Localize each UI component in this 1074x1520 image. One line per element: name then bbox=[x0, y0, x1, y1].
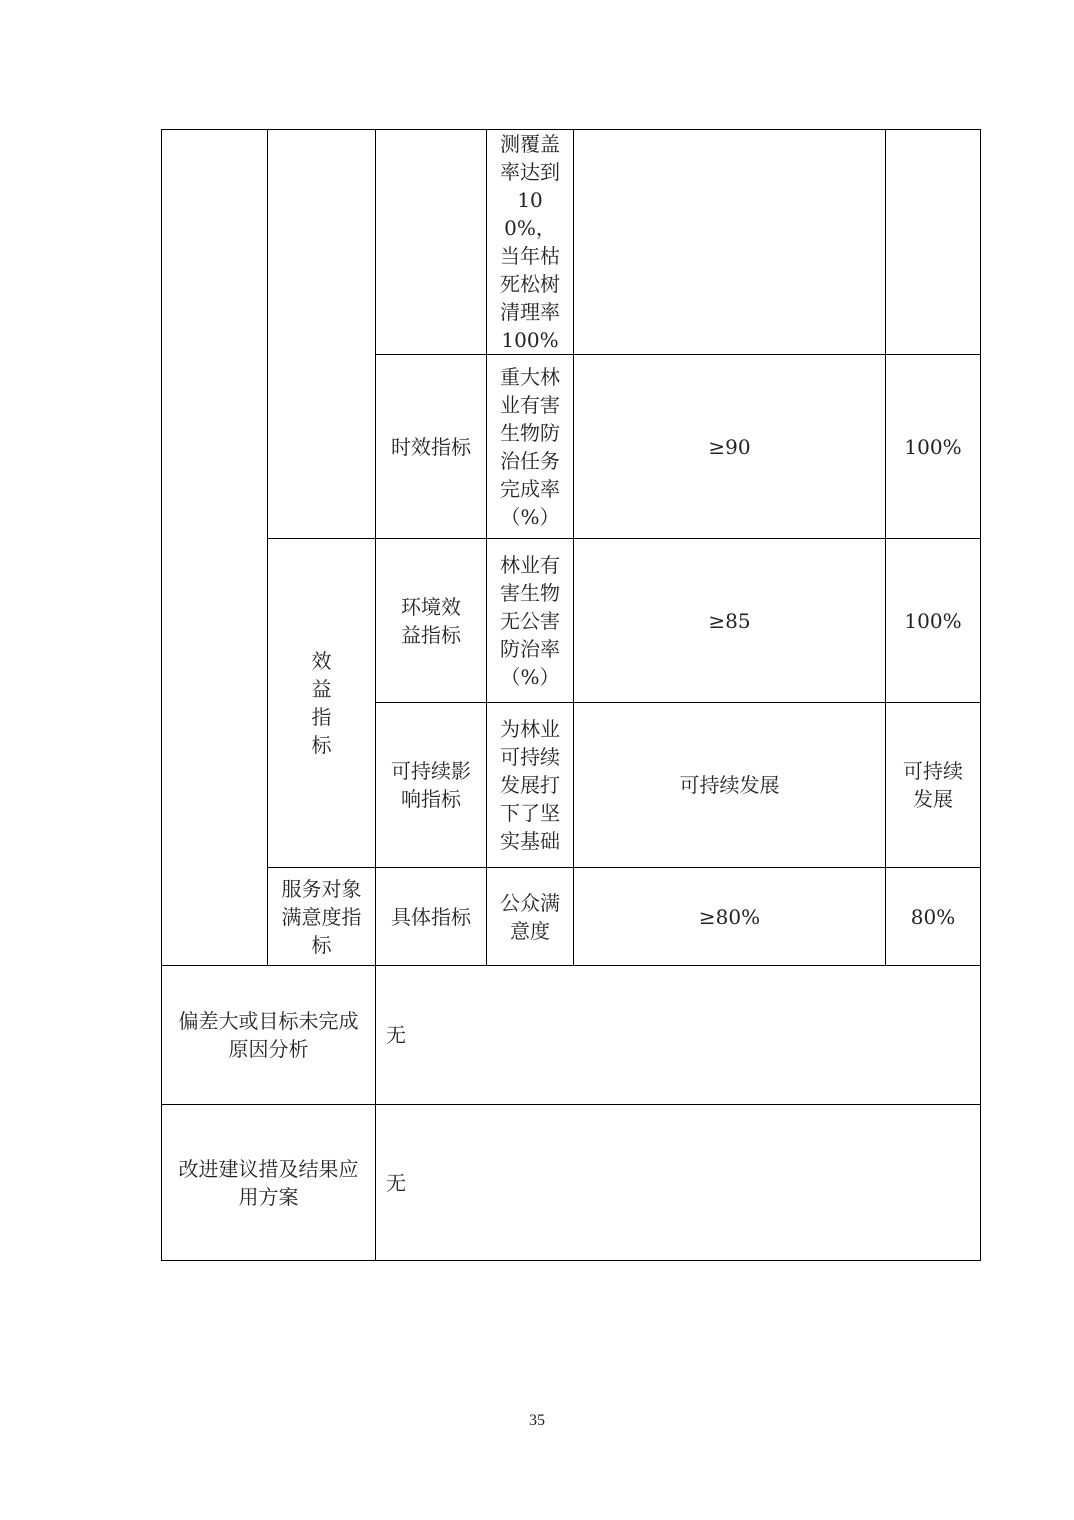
performance-table bbox=[161, 129, 981, 1261]
actual-cell: 100% bbox=[886, 539, 981, 703]
indicator-text: 为林业可持续发展打下了坚实基础 bbox=[500, 717, 560, 853]
improvement-value-cell: 无 bbox=[376, 1105, 981, 1261]
level3-cell: 时效指标 bbox=[376, 355, 487, 539]
benefit-group-cell bbox=[268, 539, 376, 868]
level2-cell bbox=[268, 130, 376, 539]
target-cell: ≥90 bbox=[574, 355, 886, 539]
target-cell: 可持续发展 bbox=[574, 703, 886, 868]
target-cell bbox=[574, 130, 886, 355]
benefit-group-label: 效益指标 bbox=[311, 649, 332, 757]
page-number: 35 bbox=[529, 1412, 545, 1429]
deviation-label-cell bbox=[162, 966, 376, 1105]
indicator-cell bbox=[487, 355, 574, 539]
actual-cell: 80% bbox=[886, 868, 981, 966]
indicator-cell bbox=[487, 130, 574, 355]
indicator-text: 林业有害生物无公害防治率（%） bbox=[500, 552, 560, 689]
level3-text: 可持续影响指标 bbox=[391, 759, 471, 811]
indicator-text: 公众满意度 bbox=[500, 890, 560, 943]
table-row-improvement bbox=[162, 1105, 981, 1261]
indicator-cell bbox=[487, 868, 574, 966]
level3-cell bbox=[376, 703, 487, 868]
level2-text: 服务对象满意度指标 bbox=[281, 876, 362, 957]
level1-cell bbox=[162, 130, 268, 966]
level3-text: 环境效益指标 bbox=[401, 594, 461, 647]
actual-cell bbox=[886, 703, 981, 868]
deviation-label: 偏差大或目标未完成原因分析 bbox=[178, 1009, 359, 1061]
table-row bbox=[162, 539, 981, 703]
table-row-deviation bbox=[162, 966, 981, 1105]
indicator-text: 重大林业有害生物防治任务完成率（%） bbox=[500, 364, 560, 529]
deviation-value-cell: 无 bbox=[376, 966, 981, 1105]
improvement-label-cell bbox=[162, 1105, 376, 1261]
target-cell: ≥85 bbox=[574, 539, 886, 703]
level3-cell bbox=[376, 539, 487, 703]
actual-cell: 100% bbox=[886, 355, 981, 539]
level2-cell bbox=[268, 868, 376, 966]
actual-text: 可持续发展 bbox=[903, 759, 963, 811]
indicator-cell bbox=[487, 703, 574, 868]
actual-cell bbox=[886, 130, 981, 355]
level3-cell bbox=[376, 130, 487, 355]
target-cell: ≥80% bbox=[574, 868, 886, 966]
level3-cell: 具体指标 bbox=[376, 868, 487, 966]
table-row bbox=[162, 868, 981, 966]
table-row bbox=[162, 130, 981, 355]
indicator-text: 测覆盖率达到100%，当年枯死松树清理率100% bbox=[500, 132, 560, 352]
improvement-label: 改进建议措及结果应用方案 bbox=[178, 1156, 359, 1209]
indicator-cell bbox=[487, 539, 574, 703]
